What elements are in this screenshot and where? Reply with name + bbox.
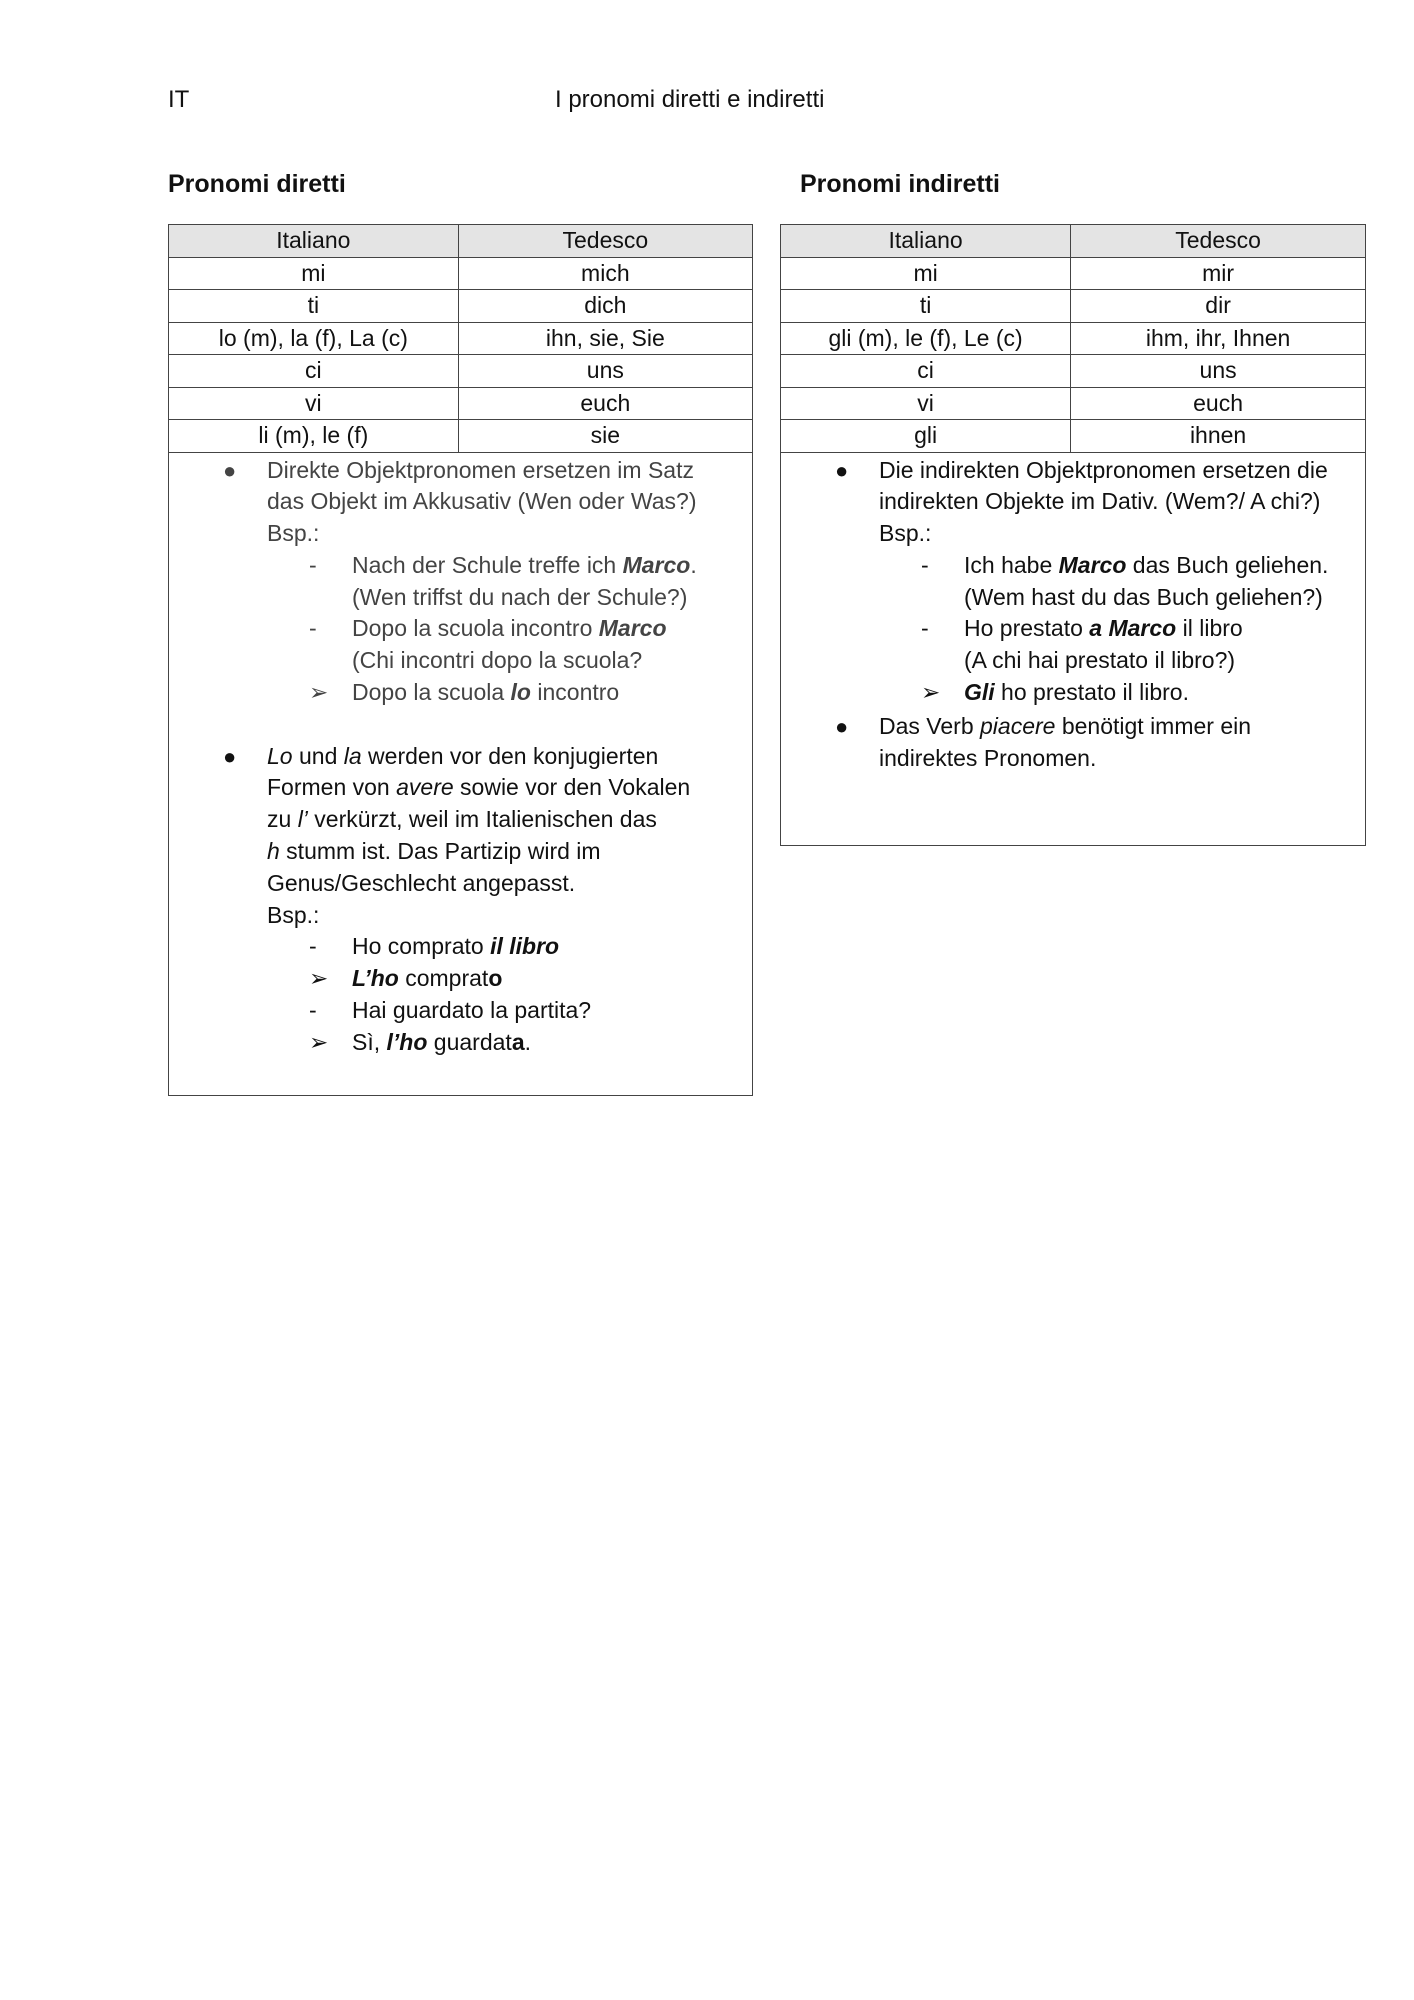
arrow-bullet-icon: ➢: [309, 965, 329, 992]
example-emphasis: Marco: [1058, 551, 1127, 578]
note-emphasis: h: [267, 838, 280, 865]
cell-tedesco: mir: [1071, 257, 1365, 290]
cell-tedesco: ihnen: [1071, 420, 1365, 453]
table-row: [169, 322, 752, 355]
cell-italiano: ti: [169, 290, 458, 323]
note-emphasis: piacere: [980, 712, 1056, 739]
cell-italiano: vi: [781, 387, 1071, 420]
dash-icon: -: [309, 997, 317, 1024]
direct-pronouns-panel: [168, 224, 753, 1096]
note-emphasis: Lo: [267, 742, 293, 769]
example-question: (A chi hai prestato il libro?): [964, 647, 1236, 674]
example-line: [964, 550, 1365, 582]
column-header-italiano: Italiano: [169, 225, 458, 257]
table-row: [169, 420, 752, 453]
example-item: [169, 1027, 752, 1059]
example-text: Nach der Schule treffe ich: [352, 551, 623, 578]
note-line: [267, 741, 752, 773]
table-header-row: [169, 225, 752, 257]
example-line: [352, 550, 752, 582]
cell-italiano: vi: [169, 387, 458, 420]
example-line: [964, 613, 1365, 645]
indirect-pronouns-table: [781, 225, 1365, 453]
indirect-notes: [781, 455, 1365, 775]
note-line: [267, 772, 752, 804]
column-header-italiano: Italiano: [781, 225, 1071, 257]
cell-italiano: ti: [781, 290, 1071, 323]
note-line: Die indirekten Objektpronomen ersetzen die: [879, 456, 1328, 483]
cell-tedesco: euch: [458, 387, 752, 420]
table-row: [781, 355, 1365, 388]
cell-italiano: gli: [781, 420, 1071, 453]
dash-icon: -: [309, 615, 317, 642]
bullet-icon: ●: [835, 713, 849, 739]
example-text: ho prestato il libro.: [994, 679, 1189, 706]
example-text: .: [690, 551, 697, 578]
cell-tedesco: mich: [458, 257, 752, 290]
note-line: [879, 711, 1365, 743]
note-line: Genus/Geschlecht angepasst.: [267, 869, 576, 896]
note-elision: [169, 741, 752, 932]
note-direct-definition: [169, 455, 752, 550]
example-item: [169, 995, 752, 1027]
example-text: incontro: [531, 679, 620, 706]
example-emphasis: L’ho: [352, 965, 399, 992]
cell-tedesco: euch: [1071, 387, 1365, 420]
cell-italiano: mi: [169, 257, 458, 290]
table-row: [169, 257, 752, 290]
example-ending: o: [488, 965, 503, 992]
table-row: [781, 257, 1365, 290]
example-item: [781, 550, 1365, 614]
dash-icon: -: [309, 933, 317, 960]
note-emphasis: avere: [396, 774, 454, 801]
dash-icon: -: [921, 615, 929, 642]
example-text: il libro: [1176, 615, 1243, 642]
example-text: .: [524, 1028, 531, 1055]
page-title: I pronomi diretti e indiretti: [555, 86, 825, 113]
cell-italiano: lo (m), la (f), La (c): [169, 322, 458, 355]
example-text: comprat: [398, 965, 489, 992]
direct-pronouns-table: [169, 225, 752, 453]
example-ending: a: [511, 1028, 525, 1055]
cell-tedesco: dich: [458, 290, 752, 323]
note-emphasis: l’: [297, 806, 308, 833]
cell-tedesco: uns: [458, 355, 752, 388]
example-emphasis: lo: [510, 679, 531, 706]
example-emphasis: Marco: [622, 551, 691, 578]
dash-icon: -: [921, 551, 929, 578]
example-line: [352, 677, 752, 709]
note-text: verkürzt, weil im Italienischen das: [307, 806, 657, 833]
cell-tedesco: ihn, sie, Sie: [458, 322, 752, 355]
example-line: Hai guardato la partita?: [352, 997, 592, 1024]
indirect-pronouns-panel: [780, 224, 1366, 846]
direct-notes: [169, 455, 752, 1059]
example-item: [169, 613, 752, 677]
cell-italiano: li (m), le (f): [169, 420, 458, 453]
note-text: und: [292, 742, 344, 769]
note-text: Formen von: [267, 774, 397, 801]
table-row: [781, 420, 1365, 453]
example-text: Ho prestato: [964, 615, 1090, 642]
example-label: Bsp.:: [879, 520, 932, 547]
example-line: [964, 677, 1365, 709]
arrow-bullet-icon: ➢: [309, 679, 329, 706]
example-text: das Buch geliehen.: [1126, 551, 1329, 578]
note-piacere: [781, 711, 1365, 775]
cell-tedesco: sie: [458, 420, 752, 453]
example-label: Bsp.:: [267, 901, 320, 928]
note-text: Das Verb: [879, 712, 980, 739]
table-row: [781, 322, 1365, 355]
note-line: indirekten Objekte im Dativ. (Wem?/ A chi?): [879, 488, 1321, 515]
example-emphasis: il libro: [490, 933, 560, 960]
example-emphasis: Gli: [964, 679, 995, 706]
direct-section-title: Pronomi diretti: [168, 170, 346, 198]
dash-icon: -: [309, 551, 317, 578]
cell-italiano: ci: [169, 355, 458, 388]
note-line: das Objekt im Akkusativ (Wen oder Was?): [267, 488, 697, 515]
example-item: [781, 613, 1365, 677]
example-item: [169, 931, 752, 963]
bullet-icon: ●: [835, 457, 849, 483]
table-row: [169, 387, 752, 420]
note-emphasis: la: [343, 742, 362, 769]
example-text: Sì,: [352, 1028, 387, 1055]
example-item: [169, 677, 752, 709]
indirect-section-title: Pronomi indiretti: [800, 170, 1000, 198]
note-text: zu: [267, 806, 298, 833]
example-text: guardat: [427, 1028, 512, 1055]
note-line: Direkte Objektpronomen ersetzen im Satz: [267, 456, 694, 483]
example-line: [352, 613, 752, 645]
column-header-tedesco: Tedesco: [458, 225, 752, 257]
note-text: benötigt immer ein: [1055, 712, 1252, 739]
note-indirect-definition: [781, 455, 1365, 550]
example-text: Dopo la scuola incontro: [352, 615, 599, 642]
cell-italiano: mi: [781, 257, 1071, 290]
note-text: sowie vor den Vokalen: [453, 774, 691, 801]
note-line: indirektes Pronomen.: [879, 744, 1097, 771]
example-item: [169, 963, 752, 995]
bullet-icon: ●: [223, 457, 237, 483]
example-text: Dopo la scuola: [352, 679, 511, 706]
arrow-bullet-icon: ➢: [921, 679, 941, 706]
example-question: (Wen triffst du nach der Schule?): [352, 583, 688, 610]
example-label: Bsp.:: [267, 520, 320, 547]
example-text: Ho comprato: [352, 933, 491, 960]
note-line: [267, 804, 752, 836]
table-row: [781, 387, 1365, 420]
example-emphasis: l’ho: [386, 1028, 428, 1055]
example-line: [352, 931, 752, 963]
example-line: [352, 1027, 752, 1059]
example-text: Ich habe: [964, 551, 1059, 578]
cell-tedesco: dir: [1071, 290, 1365, 323]
column-header-tedesco: Tedesco: [1071, 225, 1365, 257]
note-text: stumm ist. Das Partizip wird im: [279, 838, 601, 865]
example-item: [781, 677, 1365, 709]
example-emphasis: Marco: [598, 615, 667, 642]
table-row: [169, 355, 752, 388]
example-emphasis: a Marco: [1089, 615, 1177, 642]
cell-tedesco: uns: [1071, 355, 1365, 388]
example-line: [352, 963, 752, 995]
table-row: [781, 290, 1365, 323]
example-item: [169, 550, 752, 614]
bullet-icon: ●: [223, 743, 237, 769]
arrow-bullet-icon: ➢: [309, 1028, 329, 1055]
cell-italiano: ci: [781, 355, 1071, 388]
example-question: (Wem hast du das Buch geliehen?): [964, 583, 1323, 610]
table-row: [169, 290, 752, 323]
table-header-row: [781, 225, 1365, 257]
cell-italiano: gli (m), le (f), Le (c): [781, 322, 1071, 355]
example-question: (Chi incontri dopo la scuola?: [352, 647, 643, 674]
subject-label: IT: [168, 86, 190, 113]
note-text: werden vor den konjugierten: [361, 742, 659, 769]
note-line: [267, 836, 752, 868]
cell-tedesco: ihm, ihr, Ihnen: [1071, 322, 1365, 355]
